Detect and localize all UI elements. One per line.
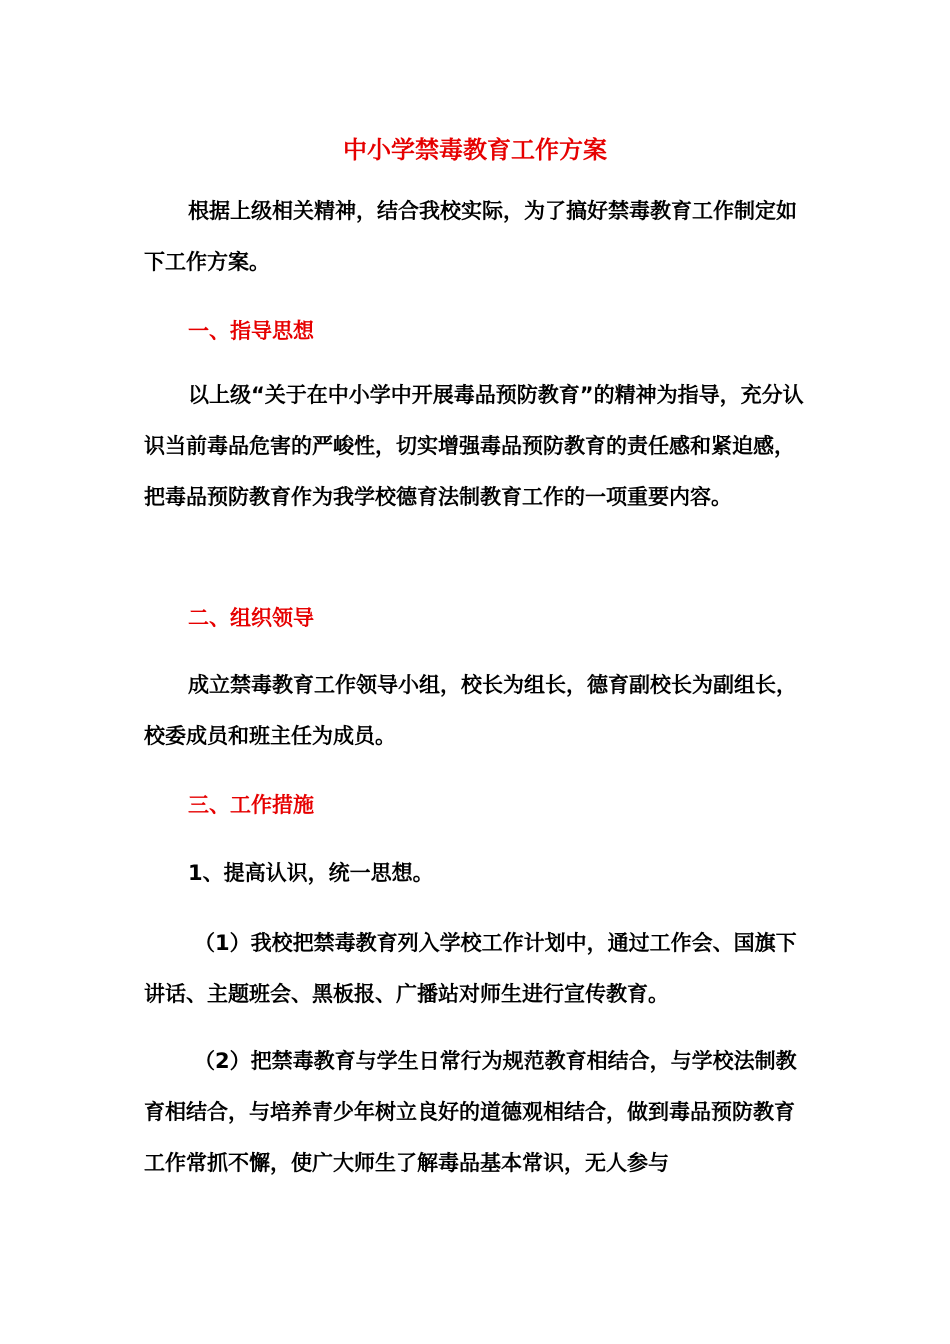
intro-paragraph: 根据上级相关精神，结合我校实际，为了搞好禁毒教育工作制定如下工作方案。 bbox=[144, 199, 797, 274]
section-heading-organization: 二、组织领导 bbox=[188, 606, 314, 630]
section-heading-guiding-ideology: 一、指导思想 bbox=[188, 319, 314, 343]
section-heading-work-measures: 三、工作措施 bbox=[188, 793, 314, 817]
measure-subitem-2: （2）把禁毒教育与学生日常行为规范教育相结合，与学校法制教育相结合，与培养青少年树立良好的道德观相结合，做到毒品预防教育工作常抓不懈，使广大师生了解毒品基本常识，无人参与 bbox=[144, 1049, 797, 1175]
measure-subitem-1: （1）我校把禁毒教育列入学校工作计划中，通过工作会、国旗下讲话、主题班会、黑板报、广播站对师生进行宣传教育。 bbox=[144, 931, 797, 1006]
measure-item-1: 1、提高认识，统一思想。 bbox=[188, 861, 434, 885]
document-title: 中小学禁毒教育工作方案 bbox=[343, 136, 607, 164]
section-body-guiding-ideology: 以上级“关于在中小学中开展毒品预防教育”的精神为指导，充分认识当前毒品危害的严峻性，切实增强毒品预防教育的责任感和紧迫感，把毒品预防教育作为我学校德育法制教育工作的一项重要内容。 bbox=[144, 383, 804, 509]
section-body-organization: 成立禁毒教育工作领导小组，校长为组长，德育副校长为副组长，校委成员和班主任为成员。 bbox=[144, 673, 797, 748]
